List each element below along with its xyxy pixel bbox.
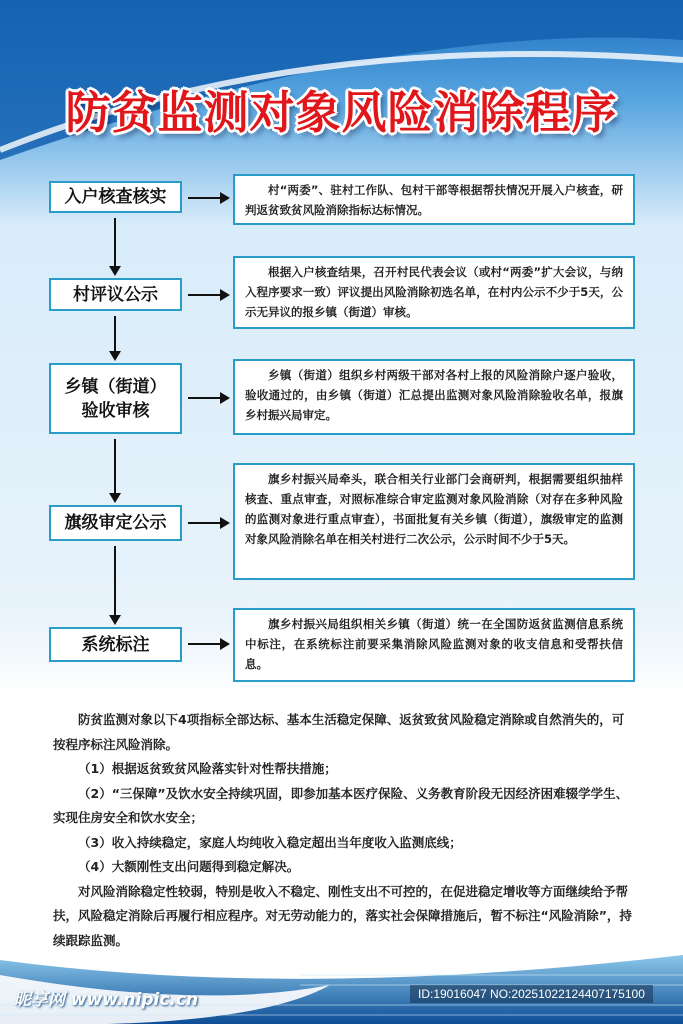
step-description: 旗乡村振兴局组织相关乡镇（街道）统一在全国防返贫监测信息系统中标注，在系统标注前要采集消除风险监测对象的收支信息和受帮扶信息。 (233, 608, 635, 682)
step-town-acceptance: 乡镇（街道）验收审核 (49, 363, 182, 434)
step-village-review: 村评议公示 (49, 278, 182, 311)
notes-paragraph: 防贫监测对象以下4项指标全部达标、基本生活稳定保障、返贫致贫风险稳定消除或自然消失的，可按程序标注风险消除。 (53, 712, 625, 752)
step-description: 村“两委”、驻村工作队、包村干部等根据帮扶情况开展入户核查，研判返贫致贫风险消除指标达标情况。 (233, 174, 635, 225)
watermark-logo: 昵享网 www.nipic.cn (14, 990, 199, 1010)
right-arrow-icon (188, 643, 228, 645)
notes-paragraph: 对风险消除稳定性较弱，特别是收入不稳定、刚性支出不可控的，在促进稳定增收等方面继续给予帮扶，风险稳定消除后再履行相应程序。对无劳动能力的，落实社会保障措施后，暂不标注“风险消除”，持续跟踪监测。 (53, 883, 632, 948)
right-arrow-icon (188, 294, 228, 296)
step-system-marking: 系统标注 (49, 627, 182, 662)
poster-title: 防贫监测对象风险消除程序 (65, 86, 618, 139)
image-id-label: ID:19016047 NO:20251022124407175100 (410, 985, 653, 1003)
down-arrow-icon (114, 218, 116, 274)
step-description: 旗乡村振兴局牵头，联合相关行业部门会商研判，根据需要组织抽样核查、重点审查，对照标准综合审定监测对象风险消除（对存在多种风险的监测对象进行重点审查），书面批复有关乡镇（街道），旗级审定的监测对象风险消除名单在相关村进行二次公示，公示时间不少于5天。 (233, 463, 635, 580)
notes-item: （3）收入持续稳定，家庭人均纯收入稳定超出当年度收入监测底线； (78, 834, 462, 850)
down-arrow-icon (114, 316, 116, 359)
step-household-check: 入户核查核实 (49, 181, 182, 213)
step-banner-approval: 旗级审定公示 (49, 505, 182, 541)
notes-item: （2）“三保障”及饮水安全持续巩固，即参加基本医疗保险、义务教育阶段无因经济困难辍学学生、实现住房安全和饮水安全； (53, 785, 629, 825)
right-arrow-icon (188, 397, 228, 399)
notes-item: （1）根据返贫致贫风险落实针对性帮扶措施； (78, 761, 337, 776)
notes-section (53, 708, 633, 953)
step-description: 根据入户核查结果，召开村民代表会议（或村“两委”扩大会议，与纳入程序要求一致）评议提出风险消除初选名单，在村内公示不少于5天，公示无异议的报乡镇（街道）审核。 (233, 256, 635, 329)
notes-item: （4）大额刚性支出问题得到稳定解决。 (78, 859, 300, 874)
down-arrow-icon (114, 439, 116, 501)
step-description: 乡镇（街道）组织乡村两级干部对各村上报的风险消除户逐户验收，验收通过的，由乡镇（街道）汇总提出监测对象风险消除验收名单，报旗乡村振兴局审定。 (233, 359, 635, 435)
right-arrow-icon (188, 522, 228, 524)
down-arrow-icon (114, 546, 116, 623)
right-arrow-icon (188, 197, 228, 199)
